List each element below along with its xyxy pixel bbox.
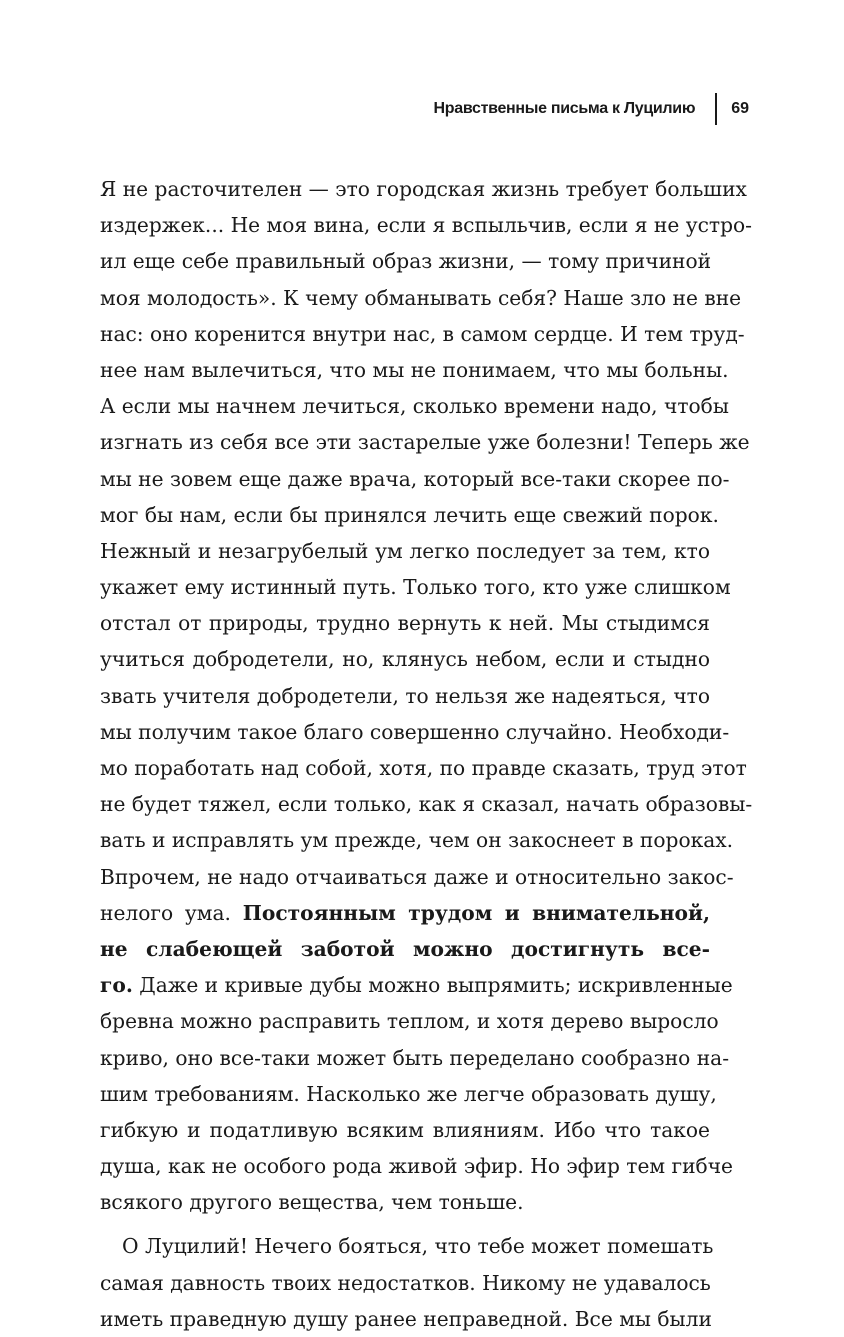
body-text (100, 171, 753, 1337)
text-line: не будет тяжел, если только, как я сказал, начать образовы- (100, 792, 753, 817)
text-line-first: О Луцилий! Нечего бояться, что тебе может помешать (122, 1234, 714, 1259)
text-line: изгнать из себя все эти застарелые уже болезни! Теперь же (100, 430, 750, 455)
text-line-mixed (100, 967, 733, 1003)
paragraph-1 (100, 171, 753, 1220)
text-line: шим требованиям. Насколько же легче образовать душу, (100, 1081, 717, 1106)
text-line: Впрочем, не надо отчаиваться даже и относительно закос- (100, 864, 734, 889)
text-line: Я не расточителен — это городская жизнь требует больших (100, 177, 747, 201)
text-line-mixed (100, 895, 710, 931)
text-line: Нежный и незагрубелый ум легко последует за тем, кто (100, 538, 710, 563)
text-line: иметь праведную душу ранее неправедной. Все мы были (100, 1306, 712, 1331)
text-line: издержек... Не моя вина, если я вспыльчив, если я не устро- (100, 213, 752, 238)
text-line: душа, как не особого рода живой эфир. Но эфир тем гибче (100, 1154, 734, 1179)
text-line: самая давность твоих недостатков. Никому не удавалось (100, 1270, 711, 1295)
text-line: А если мы начнем лечиться, сколько времени надо, чтобы (100, 394, 729, 419)
page-number: 69 (731, 100, 749, 117)
paragraph-gap (100, 1220, 710, 1228)
text-line: учиться добродетели, но, клянусь небом, если и стыдно (100, 647, 710, 672)
text-line: нас: оно коренится внутри нас, в самом сердце. И тем труд- (100, 321, 745, 346)
text-line-last: всякого другого вещества, чем тоньше. (100, 1190, 524, 1215)
header-divider (715, 93, 717, 125)
text-segment: нелого ума. (100, 900, 231, 925)
text-line: нее нам вылечиться, что мы не понимаем, что мы больны. (100, 357, 729, 382)
emphasis-text: го. (100, 973, 133, 998)
text-line: бревна можно расправить теплом, и хотя дерево выросло (100, 1009, 719, 1034)
text-line: укажет ему истинный путь. Только того, кто уже слишком (100, 575, 731, 600)
emphasis-line: не слабеющей заботой можно достигнуть все- (100, 936, 710, 961)
text-line: ил еще себе правильный образ жизни, — тому причиной (100, 249, 712, 274)
text-line: мы не зовем еще даже врача, который все-таки скорее по- (100, 466, 730, 491)
text-line: мог бы нам, если бы принялся лечить еще свежий порок. (100, 502, 719, 527)
paragraph-2 (100, 1228, 714, 1337)
text-segment: Даже и кривые дубы можно выпрямить; искривленные (139, 973, 733, 998)
text-line: гибкую и податливую всяким влияниям. Ибо что такое (100, 1117, 710, 1142)
text-line: отстал от природы, трудно вернуть к ней. Мы стыдимся (100, 611, 710, 636)
emphasis-text: Постоянным трудом и внимательной, (242, 900, 711, 925)
running-title: Нравственные письма к Луцилию (433, 100, 696, 117)
text-line: звать учителя добродетели, то нельзя же надеяться, что (100, 683, 710, 708)
text-line: вать и исправлять ум прежде, чем он закоснеет в пороках. (100, 828, 734, 853)
running-header (434, 92, 749, 126)
text-line: моя молодость». К чему обманывать себя? Наше зло не вне (100, 285, 742, 310)
text-line: мы получим такое благо совершенно случайно. Необходи- (100, 719, 730, 744)
text-line: мо поработать над собой, хотя, по правде сказать, труд этот (100, 756, 747, 780)
text-line: криво, оно все-таки может быть переделано сообразно на- (100, 1045, 730, 1070)
